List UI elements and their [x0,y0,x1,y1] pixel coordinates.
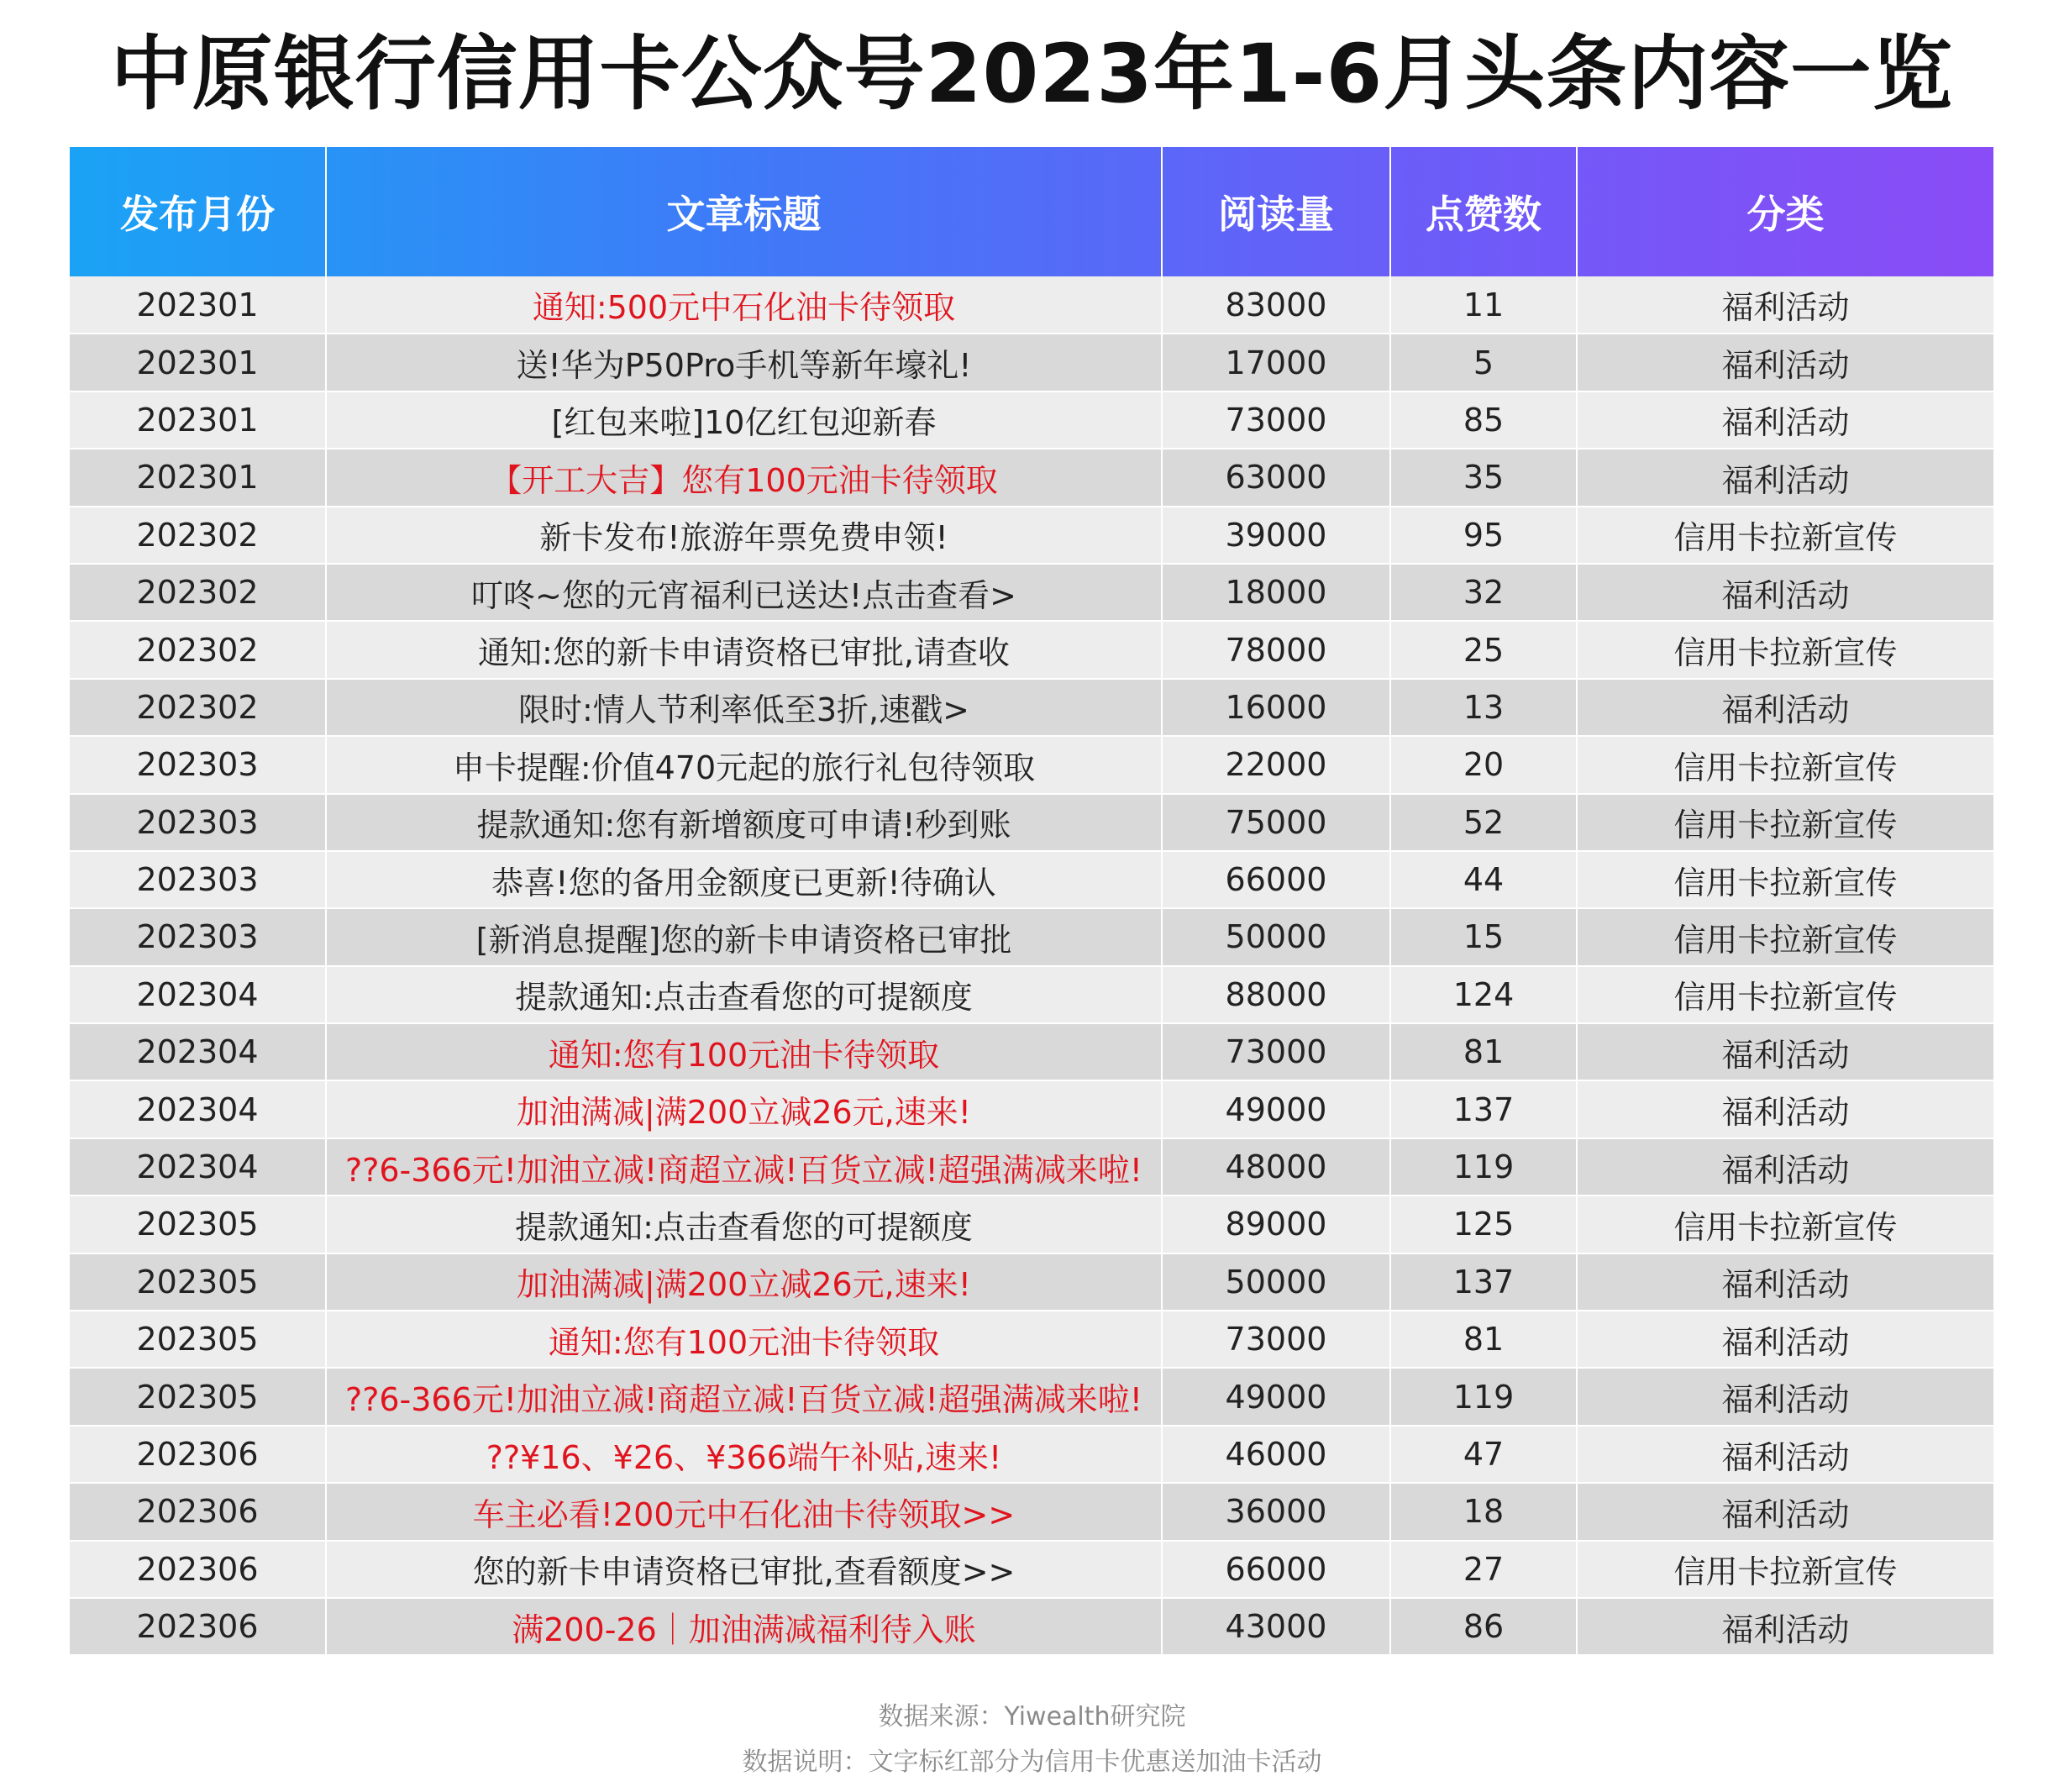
cell-reads: 78000 [1162,621,1390,678]
cell-reads: 17000 [1162,334,1390,391]
cell-likes: 85 [1390,392,1577,449]
cell-likes: 25 [1390,621,1577,678]
cell-month: 202305 [70,1311,326,1368]
cell-category: 福利活动 [1577,1253,1993,1311]
cell-title: 申卡提醒:价值470元起的旅行礼包待领取 [326,736,1162,793]
cell-category: 福利活动 [1577,1426,1993,1483]
cell-category: 福利活动 [1577,1368,1993,1425]
cell-category: 福利活动 [1577,1311,1993,1368]
cell-month: 202304 [70,1080,326,1138]
page-title: 中原银行信用卡公众号2023年1-6月头条内容一览 [110,27,1954,121]
cell-title: ??¥16、¥26、¥366端午补贴,速来! [326,1426,1162,1483]
table-row [70,1023,1993,1080]
cell-likes: 125 [1390,1196,1577,1253]
cell-likes: 124 [1390,966,1577,1023]
cell-likes: 81 [1390,1311,1577,1368]
cell-title: 通知:500元中石化油卡待领取 [326,276,1162,334]
table-body [70,276,1993,1655]
cell-category: 福利活动 [1577,1023,1993,1080]
table-row [70,1541,1993,1598]
table-row [70,966,1993,1023]
column-header-likes: 点赞数 [1390,147,1577,276]
cell-category: 信用卡拉新宣传 [1577,794,1993,851]
cell-reads: 73000 [1162,1311,1390,1368]
cell-title: 加油满减|满200立减26元,速来! [326,1080,1162,1138]
cell-likes: 27 [1390,1541,1577,1598]
cell-reads: 49000 [1162,1080,1390,1138]
table-row [70,507,1993,564]
column-header-reads: 阅读量 [1162,147,1390,276]
cell-category: 信用卡拉新宣传 [1577,1541,1993,1598]
cell-reads: 63000 [1162,449,1390,506]
cell-reads: 75000 [1162,794,1390,851]
table-row [70,736,1993,793]
cell-likes: 86 [1390,1598,1577,1655]
cell-reads: 50000 [1162,1253,1390,1311]
cell-category: 信用卡拉新宣传 [1577,507,1993,564]
cell-likes: 137 [1390,1080,1577,1138]
table-row [70,851,1993,908]
table-row [70,908,1993,965]
cell-category: 福利活动 [1577,1138,1993,1196]
cell-month: 202301 [70,334,326,391]
cell-likes: 95 [1390,507,1577,564]
cell-category: 信用卡拉新宣传 [1577,1196,1993,1253]
table-row [70,1426,1993,1483]
cell-reads: 83000 [1162,276,1390,334]
cell-month: 202302 [70,679,326,736]
cell-title: 车主必看!200元中石化油卡待领取>> [326,1483,1162,1540]
cell-title: 叮咚~您的元宵福利已送达!点击查看> [326,564,1162,621]
table-row [70,1368,1993,1425]
cell-likes: 44 [1390,851,1577,908]
cell-title: 提款通知:您有新增额度可申请!秒到账 [326,794,1162,851]
cell-likes: 20 [1390,736,1577,793]
cell-category: 福利活动 [1577,564,1993,621]
cell-likes: 47 [1390,1426,1577,1483]
cell-likes: 119 [1390,1138,1577,1196]
cell-reads: 89000 [1162,1196,1390,1253]
cell-category: 信用卡拉新宣传 [1577,966,1993,1023]
cell-likes: 52 [1390,794,1577,851]
cell-category: 福利活动 [1577,334,1993,391]
cell-month: 202302 [70,621,326,678]
cell-month: 202305 [70,1253,326,1311]
cell-category: 福利活动 [1577,1598,1993,1655]
table-row [70,1138,1993,1196]
cell-likes: 11 [1390,276,1577,334]
cell-title: 【开工大吉】您有100元油卡待领取 [326,449,1162,506]
cell-reads: 36000 [1162,1483,1390,1540]
cell-month: 202304 [70,966,326,1023]
cell-category: 信用卡拉新宣传 [1577,736,1993,793]
cell-title: ??6-366元!加油立减!商超立减!百货立减!超强满减来啦! [326,1368,1162,1425]
cell-title: 通知:您有100元油卡待领取 [326,1311,1162,1368]
cell-category: 信用卡拉新宣传 [1577,908,1993,965]
cell-reads: 49000 [1162,1368,1390,1425]
cell-month: 202303 [70,851,326,908]
cell-reads: 88000 [1162,966,1390,1023]
cell-month: 202306 [70,1483,326,1540]
cell-reads: 18000 [1162,564,1390,621]
cell-month: 202304 [70,1023,326,1080]
column-header-month: 发布月份 [70,147,326,276]
cell-category: 信用卡拉新宣传 [1577,621,1993,678]
cell-month: 202301 [70,449,326,506]
table-row [70,679,1993,736]
cell-title: 加油满减|满200立减26元,速来! [326,1253,1162,1311]
table-row [70,392,1993,449]
table-row [70,1253,1993,1311]
cell-title: 送!华为P50Pro手机等新年壕礼! [326,334,1162,391]
cell-likes: 119 [1390,1368,1577,1425]
table-row [70,276,1993,334]
cell-month: 202302 [70,507,326,564]
cell-category: 信用卡拉新宣传 [1577,851,1993,908]
cell-month: 202303 [70,736,326,793]
cell-title: 提款通知:点击查看您的可提额度 [326,1196,1162,1253]
cell-likes: 32 [1390,564,1577,621]
cell-title: [新消息提醒]您的新卡申请资格已审批 [326,908,1162,965]
cell-title: [红包来啦]10亿红包迎新春 [326,392,1162,449]
cell-reads: 50000 [1162,908,1390,965]
cell-month: 202305 [70,1196,326,1253]
cell-title: 限时:情人节利率低至3折,速戳> [326,679,1162,736]
table-row [70,334,1993,391]
content-table [70,147,1993,1656]
cell-category: 福利活动 [1577,392,1993,449]
cell-month: 202305 [70,1368,326,1425]
cell-category: 福利活动 [1577,679,1993,736]
table-row [70,1598,1993,1655]
cell-reads: 66000 [1162,851,1390,908]
table-row [70,621,1993,678]
data-source-note: 数据来源：Yiwealth研究院 [878,1702,1186,1732]
table-row [70,1483,1993,1540]
cell-reads: 46000 [1162,1426,1390,1483]
cell-month: 202303 [70,908,326,965]
cell-likes: 5 [1390,334,1577,391]
cell-title: 新卡发布!旅游年票免费申领! [326,507,1162,564]
table-row [70,794,1993,851]
cell-title: 提款通知:点击查看您的可提额度 [326,966,1162,1023]
cell-reads: 73000 [1162,1023,1390,1080]
cell-likes: 18 [1390,1483,1577,1540]
table-row [70,1080,1993,1138]
cell-category: 福利活动 [1577,449,1993,506]
cell-month: 202303 [70,794,326,851]
cell-title: 通知:您的新卡申请资格已审批,请查收 [326,621,1162,678]
table-row [70,1196,1993,1253]
cell-month: 202301 [70,276,326,334]
table-row [70,449,1993,506]
cell-month: 202306 [70,1598,326,1655]
cell-category: 福利活动 [1577,276,1993,334]
cell-likes: 15 [1390,908,1577,965]
cell-month: 202306 [70,1426,326,1483]
cell-likes: 13 [1390,679,1577,736]
cell-month: 202301 [70,392,326,449]
cell-category: 福利活动 [1577,1483,1993,1540]
table-row [70,564,1993,621]
cell-month: 202302 [70,564,326,621]
table-header-row [70,147,1993,276]
cell-reads: 39000 [1162,507,1390,564]
column-header-title: 文章标题 [326,147,1162,276]
cell-reads: 66000 [1162,1541,1390,1598]
cell-title: 通知:您有100元油卡待领取 [326,1023,1162,1080]
table-row [70,1311,1993,1368]
cell-month: 202306 [70,1541,326,1598]
cell-category: 福利活动 [1577,1080,1993,1138]
cell-reads: 43000 [1162,1598,1390,1655]
cell-month: 202304 [70,1138,326,1196]
cell-reads: 16000 [1162,679,1390,736]
cell-reads: 48000 [1162,1138,1390,1196]
cell-likes: 81 [1390,1023,1577,1080]
cell-reads: 22000 [1162,736,1390,793]
cell-likes: 137 [1390,1253,1577,1311]
cell-likes: 35 [1390,449,1577,506]
cell-title: 您的新卡申请资格已审批,查看额度>> [326,1541,1162,1598]
cell-reads: 73000 [1162,392,1390,449]
cell-title: 恭喜!您的备用金额度已更新!待确认 [326,851,1162,908]
column-header-category: 分类 [1746,192,1825,237]
cell-title: ??6-366元!加油立减!商超立减!百货立减!超强满减来啦! [326,1138,1162,1196]
data-explanation-note: 数据说明：文字标红部分为信用卡优惠送加油卡活动 [742,1747,1322,1777]
cell-title: 满200-26｜加油满减福利待入账 [326,1598,1162,1655]
